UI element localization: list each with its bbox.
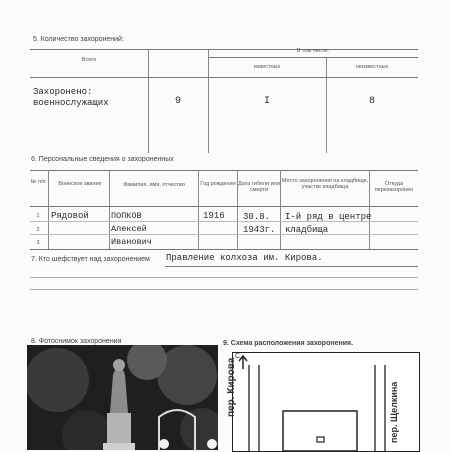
col-header-from: Откуда перезахоронен xyxy=(374,181,414,193)
section8-title: 8. Фотоснимок захоронения xyxy=(31,338,122,345)
divider xyxy=(30,206,418,207)
section9-title: 9. Схема расположения захоронения. xyxy=(223,340,354,347)
death-value xyxy=(243,211,275,237)
place-line: I-й ряд в центре xyxy=(285,212,372,222)
section7-label: 7. Кто шефствует над захоронением xyxy=(31,256,150,263)
name-line: Алексей xyxy=(111,224,147,234)
divider xyxy=(369,170,370,250)
section5-col-total: Всего xyxy=(81,57,97,63)
street-label-shchelkina: пер. Щелкина xyxy=(389,381,399,443)
col-header-num: № п/п xyxy=(30,179,46,185)
name-value xyxy=(111,210,152,249)
death-line: 1943г. xyxy=(243,225,276,235)
divider xyxy=(30,249,418,250)
divider xyxy=(198,170,199,250)
memorial-photo xyxy=(27,345,218,450)
street-label-kirova: пер. Кирова xyxy=(226,357,237,417)
section5-col-known: известных xyxy=(253,64,281,70)
col-header-birth: Год рождения xyxy=(200,181,236,187)
section5-title: 5. Количество захоронений: xyxy=(33,36,124,43)
row-label-line: военнослужащих xyxy=(33,98,109,108)
col-header-name: Фамилия, имя, отчество xyxy=(123,182,185,188)
north-label: С xyxy=(235,353,241,360)
section5-known: I xyxy=(263,96,270,107)
death-line: 30.8. xyxy=(243,212,271,222)
burial-scheme xyxy=(226,352,420,452)
section7-value: Правление колхоза им. Кирова. xyxy=(166,253,323,263)
row-number: 3 xyxy=(36,240,40,246)
divider xyxy=(165,266,418,267)
section5-row-label xyxy=(33,87,109,109)
place-value xyxy=(285,211,371,237)
col-header-rank: Воинское звание xyxy=(58,181,102,187)
name-line: ПОПКОВ xyxy=(111,211,142,221)
rank-value: Рядовой xyxy=(51,211,89,221)
divider xyxy=(109,170,110,250)
divider xyxy=(30,289,418,290)
divider xyxy=(280,170,281,250)
divider xyxy=(30,77,418,78)
section5-col-including: В том числе: xyxy=(296,48,330,54)
col-header-death: Дата гибели или смерти xyxy=(238,181,280,193)
divider xyxy=(48,170,49,250)
section5-col-unknown: неизвестных xyxy=(355,64,389,70)
row-number: 2 xyxy=(36,227,40,233)
divider xyxy=(237,170,238,250)
row-number: 1 xyxy=(36,213,40,219)
row-label-line: Захоронено: xyxy=(33,87,93,97)
birth-value: 1916 xyxy=(203,211,225,221)
section6-title: 6. Персональные сведения о захороненных xyxy=(31,156,174,163)
divider xyxy=(208,57,418,58)
place-line: кладбища xyxy=(285,225,329,235)
divider xyxy=(30,277,418,278)
memorial-photo-image xyxy=(27,345,218,450)
divider xyxy=(30,170,418,171)
name-line: Иванович xyxy=(111,237,152,247)
section5-total: 9 xyxy=(174,96,181,107)
col-header-place: Место захоронения на кладбище, участке кладбища xyxy=(281,178,369,190)
section5-unknown: 8 xyxy=(368,96,375,107)
